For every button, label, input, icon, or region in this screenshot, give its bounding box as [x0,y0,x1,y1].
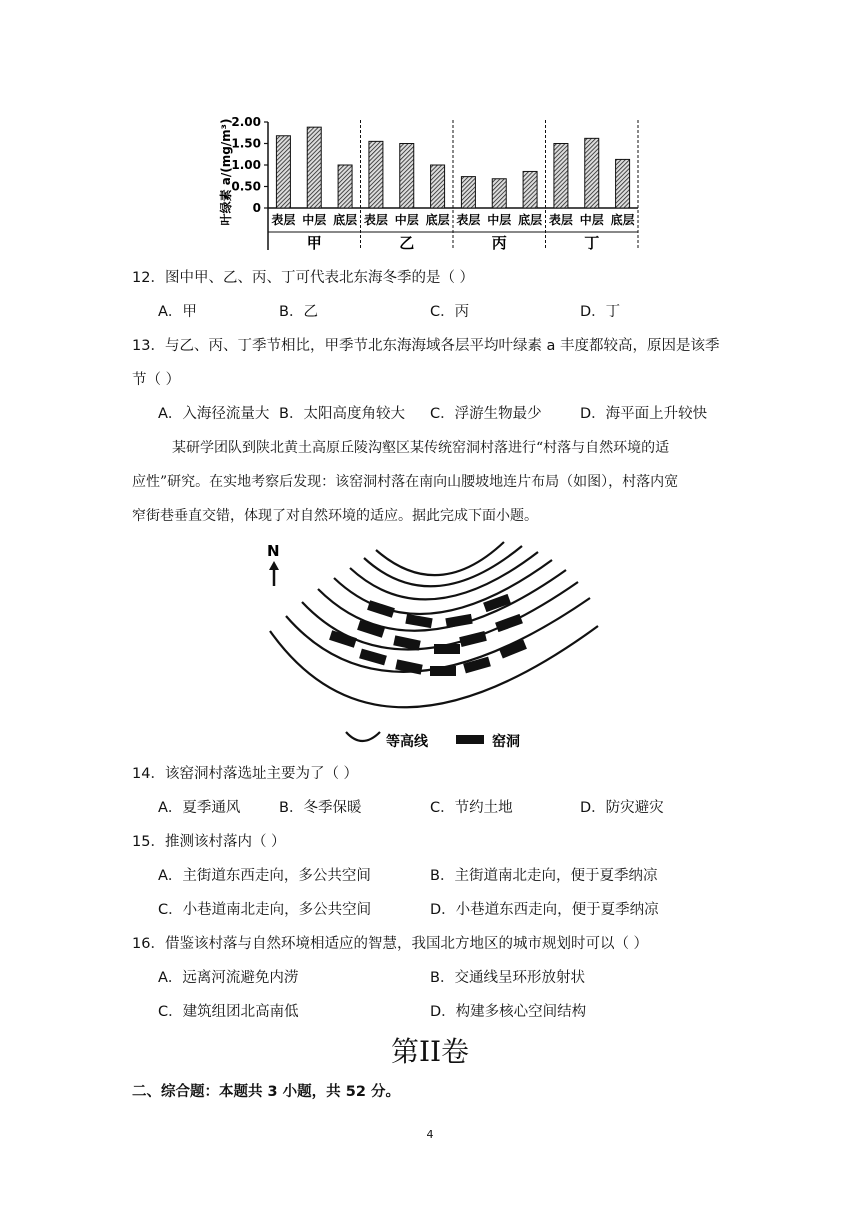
group-label: 丙 [491,234,507,252]
q12-option-a[interactable]: A．甲 [158,304,197,320]
q13-stem-line2: 节（ ） [132,372,181,388]
q15-option-b[interactable]: B．主街道南北走向，便于夏季纳凉 [430,868,658,884]
layer-label: 底层 [425,213,450,227]
q14-option-b[interactable]: B．冬季保暖 [279,800,362,816]
legend-contour-label: 等高线 [386,734,428,750]
bar-丁-表层 [554,144,568,209]
bar-丁-底层 [616,159,630,208]
bar-乙-表层 [369,141,383,208]
layer-label: 底层 [333,213,358,227]
section-subtitle: 二、综合题：本题共 3 小题，共 52 分。 [132,1084,400,1100]
q13-option-b[interactable]: B．太阳高度角较大 [279,406,405,422]
bar-甲-中层 [307,127,321,208]
section-title: 第II卷 [390,1035,470,1068]
q14-stem: 14．该窑洞村落选址主要为了（ ） [132,766,359,782]
q13-option-a[interactable]: A．入海径流量大 [158,406,270,422]
passage-line2: 应性”研究。在实地考察后发现：该窑洞村落在南向山腰坡地连片布局（如图），村落内宽 [132,474,679,490]
bar-乙-中层 [400,144,414,209]
group-label: 丁 [584,234,600,252]
layer-label: 中层 [394,213,419,227]
page-number: 4 [426,1128,434,1141]
q15-option-c[interactable]: C．小巷道南北走向，多公共空间 [158,902,372,918]
group-label: 甲 [306,234,322,252]
q14-option-a[interactable]: A．夏季通风 [158,800,241,816]
layer-label: 底层 [518,213,543,227]
y-tick-label: 1.50 [231,136,261,151]
q16-option-b[interactable]: B．交通线呈环形放射状 [430,970,585,986]
bar-丙-表层 [461,177,475,208]
bar-丙-中层 [492,179,506,208]
bar-丁-中层 [585,138,599,208]
chlorophyll-bar-chart [210,112,650,260]
q12-stem: 12．图中甲、乙、丙、丁可代表北东海冬季的是（ ） [132,270,475,286]
group-label: 乙 [399,234,415,252]
contour-legend-icon [346,732,380,741]
layer-label: 表层 [456,213,481,227]
y-tick-label: 1.00 [231,158,261,172]
q12-option-c[interactable]: C．丙 [430,304,470,320]
legend-cave-label: 窑洞 [492,734,520,750]
layer-label: 中层 [302,213,327,227]
q16-option-a[interactable]: A．远离河流避免内涝 [158,970,299,986]
q13-option-c[interactable]: C．浮游生物最少 [430,406,542,422]
q16-option-c[interactable]: C．建筑组团北高南低 [158,1004,299,1020]
layer-label: 中层 [487,213,512,227]
q12-option-b[interactable]: B．乙 [279,304,318,320]
bar-甲-底层 [338,165,352,208]
passage-line1: 某研学团队到陕北黄土高原丘陵沟壑区某传统窑洞村落进行“村落与自然环境的适 [172,440,670,456]
contour-lines [270,542,598,707]
y-tick-label: 0 [252,201,261,215]
layer-label: 表层 [271,213,296,227]
q14-option-c[interactable]: C．节约土地 [430,800,513,816]
bar-丙-底层 [523,171,537,208]
layer-label: 中层 [579,213,604,227]
q14-option-d[interactable]: D．防灾避灾 [580,800,664,816]
cave-village-map [260,536,610,756]
bar-甲-表层 [276,136,290,208]
north-label: N [267,542,280,560]
passage-line3: 窄街巷垂直交错，体现了对自然环境的适应。据此完成下面小题。 [132,508,538,524]
north-arrow-icon [269,561,279,586]
cave-legend-icon [456,735,484,744]
bar-乙-底层 [431,165,445,208]
q15-stem: 15．推测该村落内（ ） [132,834,286,850]
q15-option-a[interactable]: A．主街道东西走向，多公共空间 [158,868,371,884]
map-legend [346,732,520,750]
q13-option-d[interactable]: D．海平面上升较快 [580,406,708,422]
layer-label: 表层 [548,213,573,227]
layer-label: 底层 [610,213,635,227]
q16-stem: 16．借鉴该村落与自然环境相适应的智慧，我国北方地区的城市规划时可以（ ） [132,936,649,952]
q12-option-d[interactable]: D．丁 [580,304,621,320]
q16-option-d[interactable]: D．构建多核心空间结构 [430,1004,587,1020]
y-tick-label: 0.50 [231,179,261,194]
y-axis-label: 叶绿素 a/(mg/m³) [219,118,233,226]
q13-stem-line1: 13．与乙、丙、丁季节相比，甲季节北东海海域各层平均叶绿素 a 丰度都较高，原因是该季 [132,338,720,354]
cave-dwellings [329,594,527,676]
layer-label: 表层 [363,213,388,227]
q15-option-d[interactable]: D．小巷道东西走向，便于夏季纳凉 [430,902,659,918]
y-tick-label: 2.00 [231,115,261,129]
